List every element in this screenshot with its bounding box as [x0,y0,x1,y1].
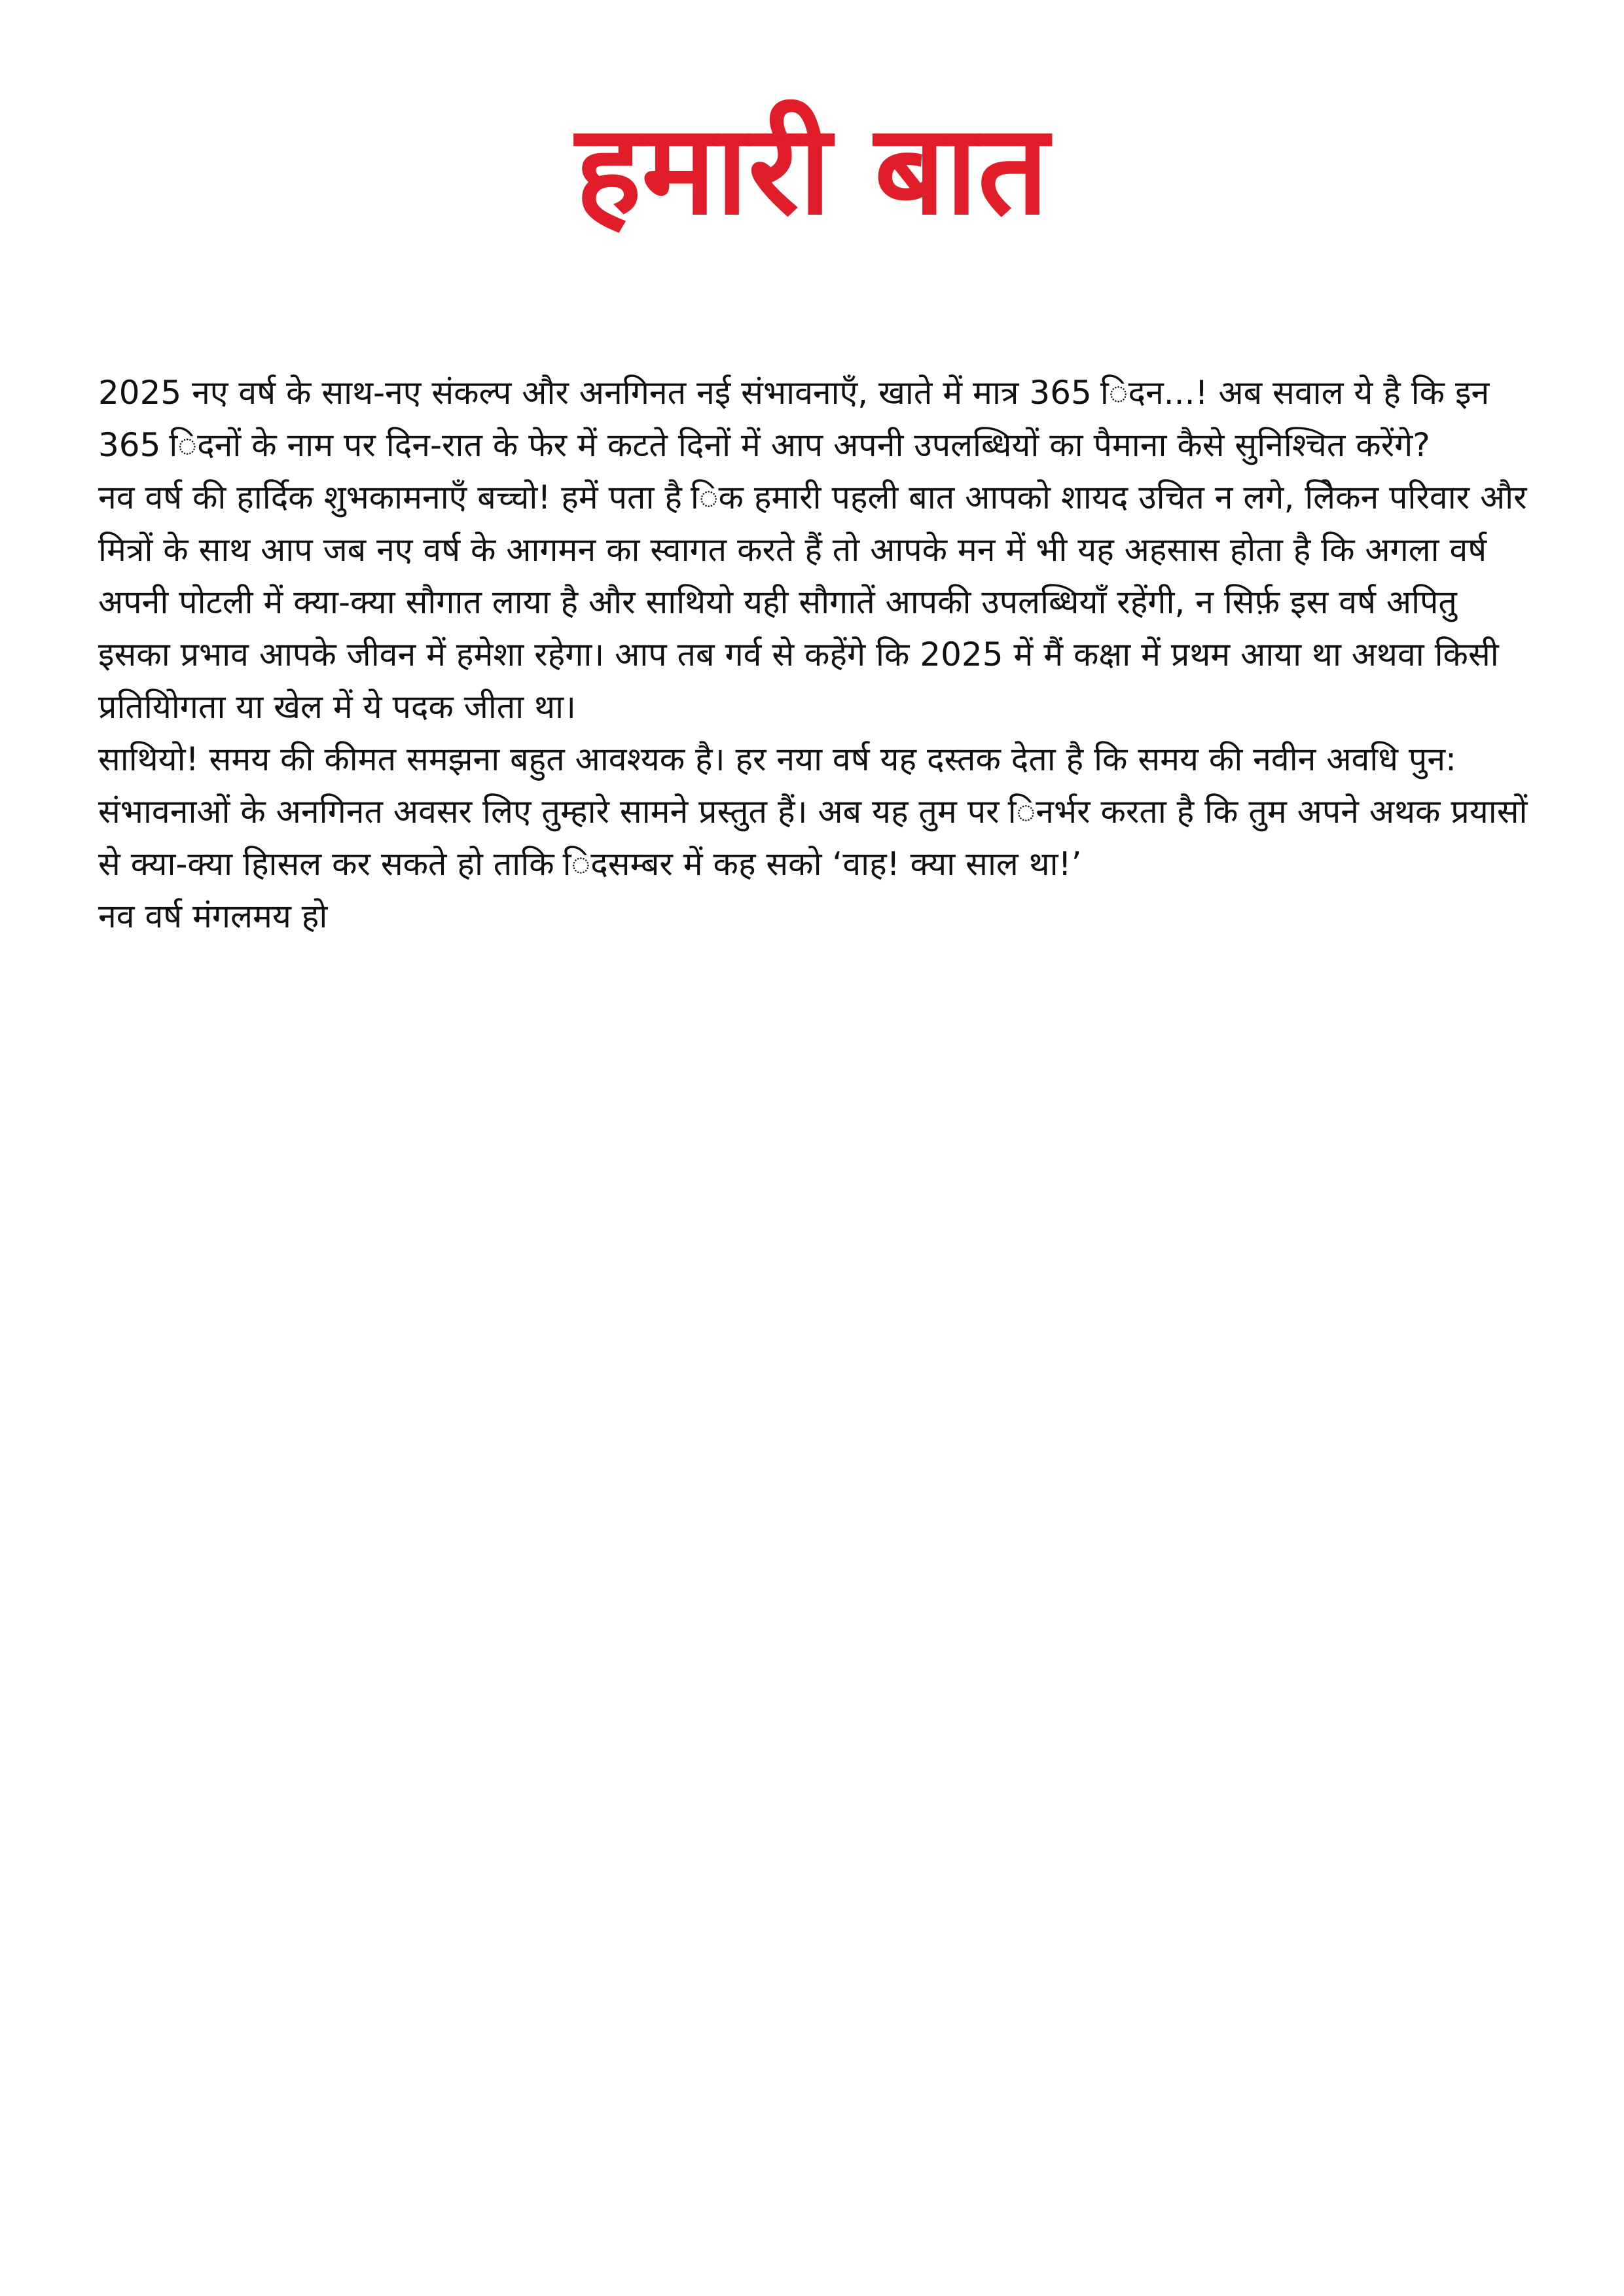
page-title: हमारी बात [575,98,1049,242]
paragraph-closing: नव वर्ष मंगलमय हो [98,897,328,935]
article-body [98,367,1532,942]
paragraph-wishes: नव वर्ष की हार्दिक शुभकामनाएँ बच्चो! हमें पता है िक हमारी पहली बात आपको शायद उचित न लगे, लेिकन परिवार और मित्रों के साथ आप जब नए वर्ष के आगमन का स्वागत करते हैं तो आपके मन में भी यह अहसास होता है कि अगला वर्ष अपनी पोटली में क्या-क्या सौगात लाया है और साथियो यही सौगातें आपकी उपलब्धियाँ रहेंगी, न सिर्फ़ इस वर्ष अपितु इसका प्रभाव आपके जीवन में हमेशा रहेगा। आप तब गर्व से कहेंगे कि 2025 में मैं कक्षा में प्रथम आया था अथवा किसी प्रतियोिगता या खेल में ये पदक जीता था। [98,478,1527,726]
paragraph-time-value: साथियो! समय की कीमत समझना बहुत आवश्यक है। हर नया वर्ष यह दस्तक देता है कि समय की नवीन अवधि पुन: संभावनाओं के अनगिनत अवसर लिए तुम्हारे सामने प्रस्तुत हैं। अब यह तुम पर िनर्भर करता है कि तुम अपने अथक प्रयासों से क्या-क्या हािसल कर सकते हो ताकि िदसम्बर में कह सको ‘वाह! क्या साल था!’ [98,740,1528,883]
paragraph-intro: 2025 नए वर्ष के साथ-नए संकल्प और अनगिनत नई संभावनाएँ, खाते में मात्र 365 िदन...! अब सवाल ये है कि इन 365 िदनों के नाम पर दिन-रात के फेर में कटते दिनों में आप अपनी उपलब्धियों का पैमाना कैसे सुनिश्चित करेंगे? [98,374,1490,464]
